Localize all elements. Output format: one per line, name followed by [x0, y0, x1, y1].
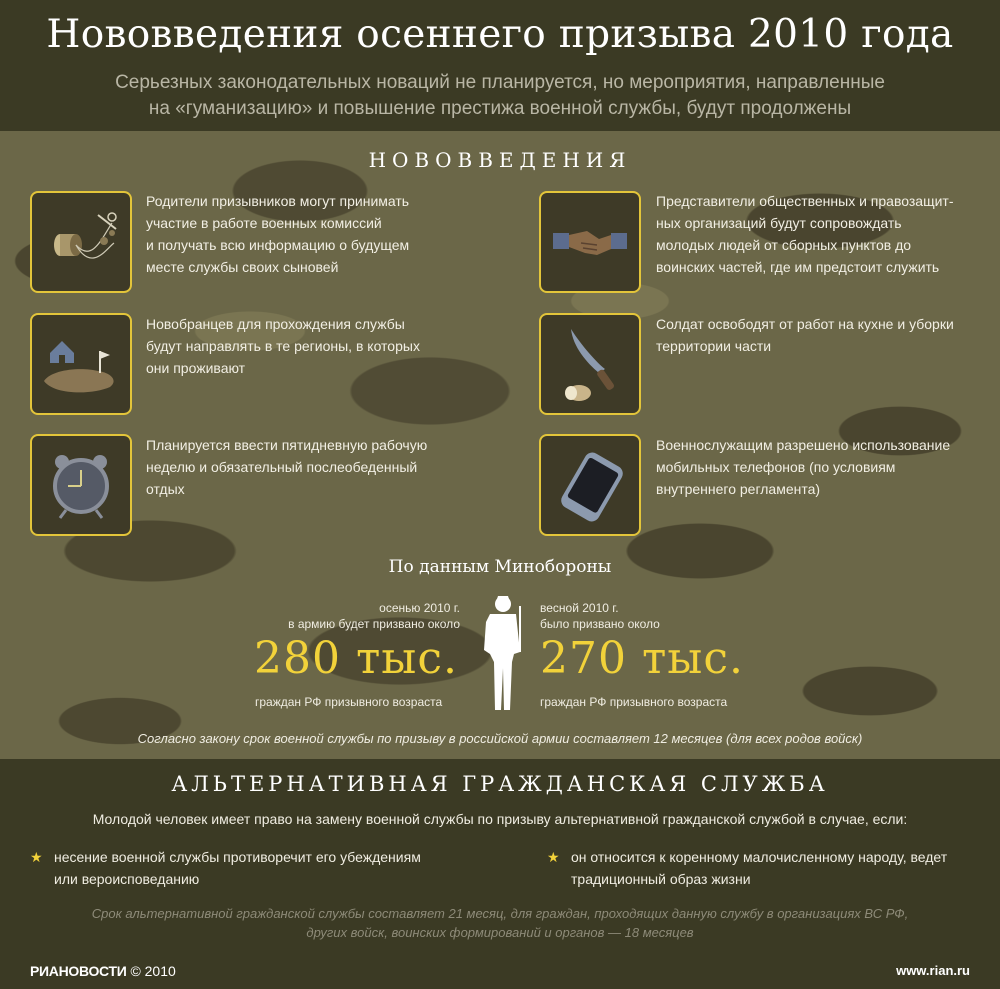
text-line: и получать всю информацию о будущем	[146, 237, 410, 253]
text-line: Солдат освободят от работ на кухне и уборки	[656, 316, 954, 332]
subtitle-line: Серьезных законодательных новаций не планируется, но мероприятия, направленные	[115, 72, 885, 93]
tin-can-telephone-icon	[30, 191, 132, 293]
innovation-text	[656, 434, 976, 500]
page-subtitle	[20, 70, 980, 122]
star-bullet-icon: ★	[547, 849, 560, 865]
text-line: будут направлять в те регионы, в которых	[146, 338, 420, 354]
text-line: участие в работе военных комиссий	[146, 215, 382, 231]
text-line: весной 2010 г.	[540, 601, 619, 615]
text-line: или вероисповеданию	[54, 871, 200, 887]
knife-potato-icon	[539, 313, 641, 415]
text-line: традиционный образ жизни	[571, 871, 751, 887]
innovation-text	[656, 313, 976, 357]
text-line: в армию будет призвано около	[288, 617, 460, 631]
text-line: несение военной службы противоречит его убеждениям	[54, 849, 421, 865]
text-line: мобильных телефонов (по условиям	[656, 459, 896, 475]
stat-left-value: 280 тыс.	[254, 633, 458, 684]
text-line: осенью 2010 г.	[379, 601, 460, 615]
soldier-silhouette-icon	[476, 592, 530, 716]
alternative-bullet	[571, 846, 947, 890]
home-region-icon	[30, 313, 132, 415]
site-link[interactable]: www.rian.ru	[896, 963, 970, 978]
innovation-text	[146, 313, 476, 379]
innovation-text	[146, 190, 476, 278]
innovation-text	[146, 434, 476, 500]
text-line: было призвано около	[540, 617, 660, 631]
handshake-icon	[539, 191, 641, 293]
text-line: неделю и обязательный послеобеденный	[146, 459, 418, 475]
text-line: отдых	[146, 481, 185, 497]
law-note: Согласно закону срок военной службы по призыву в российской армии составляет 12 месяцев (для всех родов войск)	[137, 731, 863, 746]
text-line: Новобранцев для прохождения службы	[146, 316, 405, 332]
alternative-intro: Молодой человек имеет право на замену военной службы по призыву альтернативной гражданской службой в случае, если:	[92, 811, 908, 827]
stat-right-value: 270 тыс.	[540, 633, 744, 684]
stat-left-label	[240, 600, 460, 632]
text-line: внутреннего регламента)	[656, 481, 821, 497]
stat-right-label	[540, 600, 760, 632]
text-line: ных организаций будут сопровождать	[656, 215, 902, 231]
innovation-text	[656, 190, 976, 278]
logo-text: РИАНОВОСТИ	[30, 963, 127, 979]
ria-novosti-logo	[30, 963, 176, 979]
text-line: Военнослужащим разрешено использование	[656, 437, 951, 453]
alternative-term-note	[30, 904, 970, 942]
text-line: Представители общественных и правозащит-	[656, 193, 954, 209]
text-line: Планируется ввести пятидневную рабочую	[146, 437, 428, 453]
subtitle-line: на «гуманизацию» и повышение престижа военной службы, будут продолжены	[148, 98, 852, 119]
text-line: Срок альтернативной гражданской службы составляет 21 месяц, для граждан, проходящих данную службу в организациях ВС РФ,	[91, 906, 909, 921]
stat-right-caption: граждан РФ призывного возраста	[540, 695, 728, 709]
text-line: территории части	[656, 338, 772, 354]
text-line: он относится к коренному малочисленному народу, ведет	[571, 849, 948, 865]
mobile-phone-icon	[539, 434, 641, 536]
text-line: молодых людей от сборных пунктов до	[656, 237, 912, 253]
alarm-clock-icon	[30, 434, 132, 536]
text-line: других войск, воинских формирований и органов — 18 месяцев	[306, 925, 694, 940]
copyright: © 2010	[130, 963, 176, 979]
text-line: воинских частей, где им предстоит служить	[656, 259, 940, 275]
stat-left-caption: граждан РФ призывного возраста	[255, 695, 443, 709]
alternative-bullet	[54, 846, 421, 890]
text-line: Родители призывников могут принимать	[146, 193, 410, 209]
text-line: месте службы своих сыновей	[146, 259, 339, 275]
header	[0, 0, 1000, 131]
star-bullet-icon: ★	[30, 849, 43, 865]
alternative-heading: АЛЬТЕРНАТИВНАЯ ГРАЖДАНСКАЯ СЛУЖБА	[171, 772, 829, 796]
text-line: они проживают	[146, 360, 246, 376]
page-title: Нововведения осеннего призыва 2010 года	[46, 12, 954, 57]
innovations-heading: НОВОВВЕДЕНИЯ	[368, 148, 632, 172]
stats-heading: По данным Минобороны	[388, 557, 612, 577]
